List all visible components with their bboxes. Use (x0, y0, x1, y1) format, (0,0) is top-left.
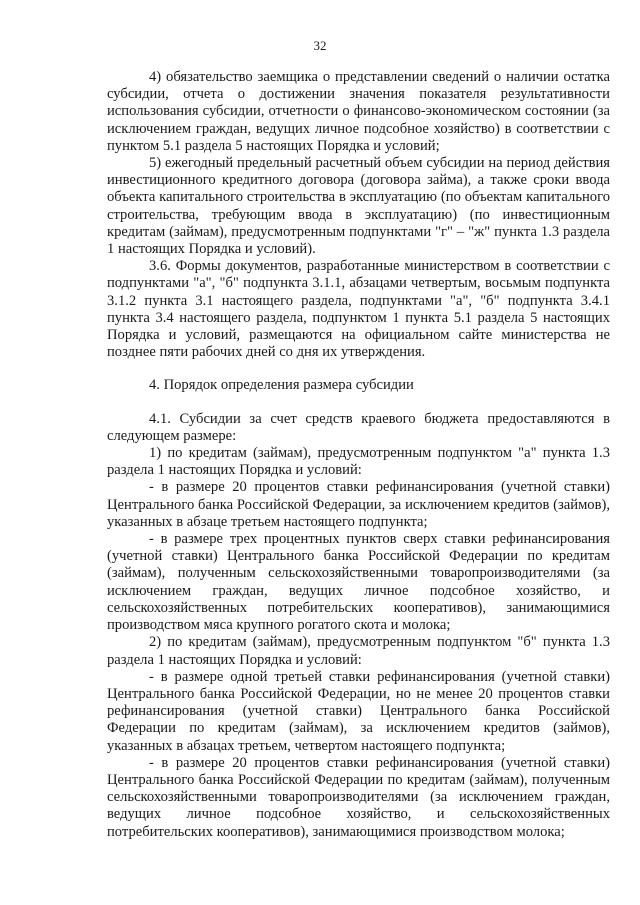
page-number: 32 (313, 38, 327, 53)
paragraph-3-6: 3.6. Формы документов, разработанные министерством в соответствии с подпунктами "а", "б" подпункта 3.1.1, абзацами четвертым, восьмым подпункта 3.1.2 пункта 3.1 настоящего раздела, подпунктами "а", "б" подпункта 3.4.1 пункта 3.4 настоящего раздела, подпунктом 1 пункта 5.1 раздела 5 настоящих Порядка и условий, размещаются на официальном сайте министерства не позднее пяти рабочих дней со дня их утверждения. (107, 258, 610, 361)
section-heading: 4. Порядок определения размера субсидии (149, 377, 414, 394)
paragraph-subitem-2: 2) по кредитам (займам), предусмотренным подпунктом "б" пункта 1.3 раздела 1 настоящих Порядка и условий: (107, 634, 610, 668)
paragraph-item-4: 4) обязательство заемщика о представлении сведений о наличии остатка субсидии, отчета о достижении значения показателя результативности использования субсидии, отчетности о финансово-экономическом состоянии (за исключением граждан, ведущих личное подсобное хозяйство) в соответствии с пунктом 5.1 раздела 5 настоящих Порядка и условий; (107, 69, 610, 154)
paragraph-item-5: 5) ежегодный предельный расчетный объем субсидии на период действия инвестиционного кредитного договора (договора займа), а также сроки ввода объекта капитального строительства в эксплуатацию (по объектам капитального строительства, требующим ввода в эксплуатацию) (по инвестиционным кредитам (займам), предусмотренным подпунктами "г" – "ж" пункта 1.3 раздела 1 настоящих Порядка и условий). (107, 155, 610, 258)
document-body (107, 69, 610, 841)
paragraph-bullet-2b: - в размере 20 процентов ставки рефинансирования (учетной ставки) Центрального банка Российской Федерации по кредитам (займам), полученным сельскохозяйственными товаропроизводителями (за исключением граждан, ведущих личное подсобное хозяйство, и сельскохозяйственных потребительских кооперативов), занимающимися производством молока; (107, 754, 610, 840)
paragraph-bullet-1b: - в размере трех процентных пунктов сверх ставки рефинансирования (учетной ставки) Центрального банка Российской Федерации по кредитам (займам), полученным сельскохозяйственными товаропроизводителями (за исключением граждан, ведущих личное подсобное хозяйство, и сельскохозяйственных потребительских кооперативов), занимающимися производством мяса крупного рогатого скота и молока; (107, 531, 610, 634)
paragraph-bullet-1a: - в размере 20 процентов ставки рефинансирования (учетной ставки) Центрального банка Российской Федерации, за исключением кредитов (займов), указанных в абзаце третьем настоящего подпункта; (107, 479, 610, 530)
paragraph-4-1: 4.1. Субсидии за счет средств краевого бюджета предоставляются в следующем размере: (107, 410, 610, 444)
paragraph-subitem-1: 1) по кредитам (займам), предусмотренным подпунктом "а" пункта 1.3 раздела 1 настоящих Порядка и условий: (107, 445, 610, 479)
paragraph-bullet-2a: - в размере одной третьей ставки рефинансирования (учетной ставки) Центрального банка Российской Федерации, но не менее 20 процентов ставки рефинансирования (учетной ставки) Центрального банка Российской Федерации по кредитам (займам), за исключением кредитов (займов), указанных в абзацах третьем, четвертом настоящего подпункта; (107, 668, 610, 754)
